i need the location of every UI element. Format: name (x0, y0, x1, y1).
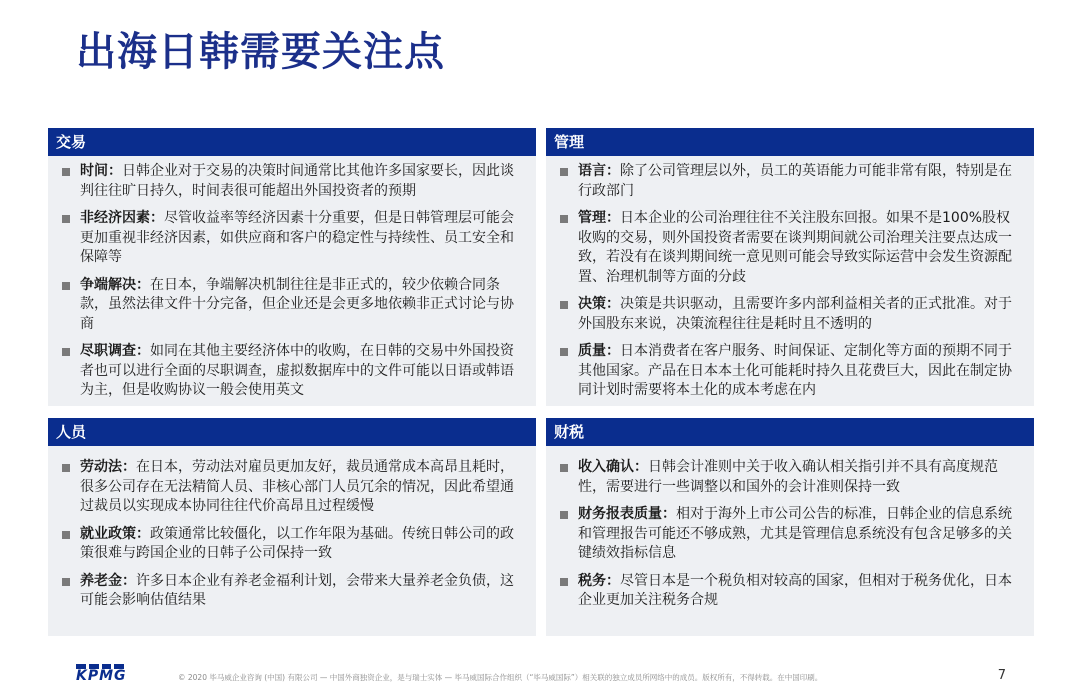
panel-header-tax: 财税 (546, 418, 1034, 446)
list-item: 尽职调查：如同在其他主要经济体中的收购，在日韩的交易中外国投资者也可以进行全面的尽职调查，虚拟数据库中的文件可能以日语或韩语为主，但是收购协议一般会使用英文 (62, 342, 524, 401)
bullet-icon (62, 578, 70, 586)
list-item: 决策：决策是共识驱动，且需要许多内部利益相关者的正式批准。对于外国股东来说，决策流程往往是耗时且不透明的 (560, 295, 1022, 334)
bullet-icon (62, 464, 70, 472)
page-number: 7 (997, 668, 1006, 683)
list-item: 财务报表质量：相对于海外上市公司公告的标准，日韩企业的信息系统和管理报告可能还不够成熟，尤其是管理信息系统没有包含足够多的关键绩效指标信息 (560, 505, 1022, 564)
bullet-icon (560, 168, 568, 176)
panel-tax (546, 418, 1034, 636)
bullet-icon (560, 578, 568, 586)
list-item: 时间：日韩企业对于交易的决策时间通常比其他许多国家要长，因此谈判往往旷日持久，时间表很可能超出外国投资者的预期 (62, 162, 524, 201)
panel-header-management: 管理 (546, 128, 1034, 156)
bullet-icon (560, 301, 568, 309)
list-item: 养老金：许多日本企业有养老金福利计划，会带来大量养老金负债，这可能会影响估值结果 (62, 572, 524, 611)
bullet-icon (560, 511, 568, 519)
bullet-icon (560, 464, 568, 472)
panel-header-personnel: 人员 (48, 418, 536, 446)
bullet-icon (62, 168, 70, 176)
list-item: 争端解决：在日本，争端解决机制往往是非正式的，较少依赖合同条款，虽然法律文件十分完备，但企业还是会更多地依赖非正式讨论与协商 (62, 276, 524, 335)
list-item: 就业政策：政策通常比较僵化，以工作年限为基础。传统日韩公司的政策很难与跨国企业的日韩子公司保持一致 (62, 525, 524, 564)
bullet-icon (62, 215, 70, 223)
kpmg-logo: KPMG (76, 668, 127, 684)
panel-trade (48, 128, 536, 406)
list-item: 质量：日本消费者在客户服务、时间保证、定制化等方面的预期不同于其他国家。产品在日本本土化可能耗时持久且花费巨大，因此在制定协同计划时需要将本土化的成本考虑在内 (560, 342, 1022, 401)
bullet-icon (560, 348, 568, 356)
list-item: 劳动法：在日本，劳动法对雇员更加友好，裁员通常成本高昂且耗时，很多公司存在无法精简人员、非核心部门人员冗余的情况，因此希望通过裁员以实现成本协同往往代价高昂且过程缓慢 (62, 458, 524, 517)
bullet-icon (62, 531, 70, 539)
list-item: 税务：尽管日本是一个税负相对较高的国家，但相对于税务优化，日本企业更加关注税务合规 (560, 572, 1022, 611)
list-item: 收入确认：日韩会计准则中关于收入确认相关指引并不具有高度规范性，需要进行一些调整以和国外的会计准则保持一致 (560, 458, 1022, 497)
panel-personnel (48, 418, 536, 636)
page-title: 出海日韩需要关注点 (76, 29, 445, 75)
list-item: 管理：日本企业的公司治理往往不关注股东回报。如果不是100%股权收购的交易，则外国投资者需要在谈判期间就公司治理关注要点达成一致，若没有在谈判期间统一意见则可能会导致实际运营中会发生资源配置、治理机制等方面的分歧 (560, 209, 1022, 287)
bullet-icon (62, 348, 70, 356)
panel-header-trade: 交易 (48, 128, 536, 156)
footer-copyright: © 2020 毕马威企业咨询 (中国) 有限公司 — 中国外商独资企业，是与瑞士实体 — 毕马威国际合作组织（“毕马威国际”）相关联的独立成员所网络中的成员。版权所有，不得转载。在中国印刷。 (178, 673, 823, 682)
panel-management (546, 128, 1034, 406)
bullet-icon (560, 215, 568, 223)
bullet-icon (62, 282, 70, 290)
list-item: 语言：除了公司管理层以外，员工的英语能力可能非常有限，特别是在行政部门 (560, 162, 1022, 201)
list-item: 非经济因素：尽管收益率等经济因素十分重要，但是日韩管理层可能会更加重视非经济因素，如供应商和客户的稳定性与持续性、员工安全和保障等 (62, 209, 524, 268)
